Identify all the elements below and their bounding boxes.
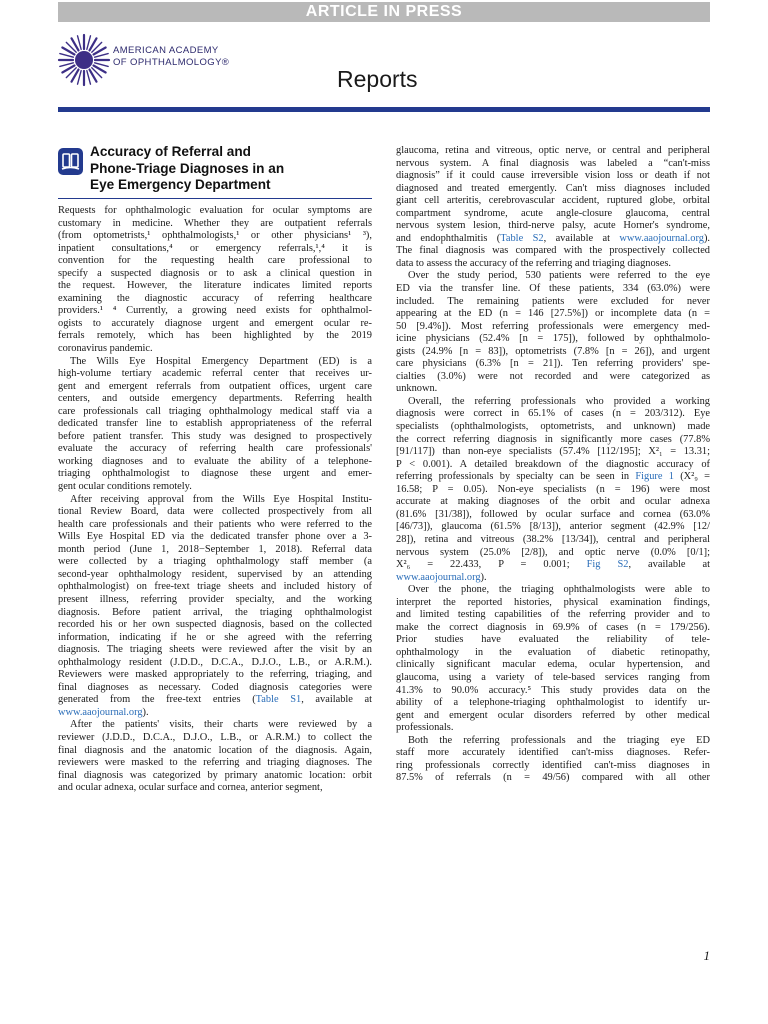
body-text-line: Prior studies have evaluated the reliability of tele-: [396, 634, 710, 646]
body-text-line: inpatient consultations,⁴ or emergency referrals,¹,⁴ it is: [58, 242, 372, 254]
body-text-line: giant cell arteritis, cerebrovascular accident, ruptured globe, orbital: [396, 195, 710, 207]
body-text-line: diagnosis” if it could cause irreversible vision loss or death if not: [396, 170, 710, 182]
organization-name: [113, 45, 229, 69]
body-text-line: final diagnosis was categorized by primary anatomic location: orbit: [58, 769, 372, 781]
body-text-line: recorded his or her own suspected diagnosis, based on the collected: [58, 619, 372, 631]
body-text-line: compartment syndrome, acute angle-closure glaucoma, central: [396, 207, 710, 219]
body-text-line: the correct referring diagnosis in significantly more cases (77.8%: [396, 433, 710, 445]
body-text-line: ophthalmology in the evaluation of diabetic retinopathy,: [396, 646, 710, 658]
article-in-press-banner: ARTICLE IN PRESS: [58, 2, 710, 22]
body-text-line: care professionals call triaging ophthalmology medical staff via a: [58, 405, 372, 417]
body-text-line: 16.58; P = 0.05). Non-eye specialists (n = 196) were most: [396, 483, 710, 495]
section-heading: Reports: [337, 66, 418, 92]
logo-ray: [95, 54, 109, 58]
body-text-line: After receiving approval from the Wills Eye Hospital Institu-: [70, 493, 372, 505]
body-text-line: staff more accurately identified can't-miss diagnoses. Refer-: [396, 747, 710, 759]
body-text-line: information, indicating if he or she agreed with the referring: [58, 631, 372, 643]
body-text-line: convention for the requesting health care professional to: [58, 255, 372, 267]
body-text-line: specialists (ophthalmologists, optometrists, and unknown) made: [396, 421, 710, 433]
title-line-1: Accuracy of Referral and: [90, 144, 251, 159]
body-text-line: glaucoma, using a variety of tele-based services ranging from: [396, 671, 710, 683]
body-text-line: ability of a telephone-triaging ophthalmologist to identify ur-: [396, 697, 710, 709]
title-rule: [58, 198, 372, 199]
body-text-line: Both the referring professionals and the triaging eye ED: [408, 734, 710, 746]
body-text-line: evaluate the accuracy of referring health care professionals': [58, 443, 372, 455]
body-text-line: diagnosis were correct in 65.1% of cases (n = 203/312). Eye: [396, 408, 710, 420]
logo-ray: [87, 36, 91, 50]
body-text-line: final diagnoses as necessary. Coded diagnosis categories were: [58, 681, 372, 693]
body-text-line: Requests for ophthalmologic evaluation for ocular symptoms are: [58, 205, 372, 216]
body-text-line: clinically significant macular edema, ocular hypertension, and: [396, 659, 710, 671]
body-text-line: ophthalmology resident (J.D.D., D.C.A., D.J.O., L.B., or A.R.M.).: [58, 656, 372, 668]
body-text-line: dedicated transfer line to establish appropriateness of the referral: [58, 418, 372, 430]
body-text-line: 87.5% of referrals (n = 49/56) compared with all other: [396, 772, 710, 784]
left-column: [58, 205, 372, 795]
body-text-line: reviewers were masked to the referring and triaging diagnoses. The: [58, 757, 372, 769]
body-text-line: care physicians (6.3% [n = 21]). Ten referring providers' spe-: [396, 358, 710, 370]
body-text-line: specify a suspected diagnosis or to ask a clinical question in: [58, 267, 372, 279]
title-line-3: Eye Emergency Department: [90, 177, 271, 192]
body-text-line: interpret the reported histories, physical examination findings,: [396, 596, 710, 608]
body-text-line: www.aaojournal.org).: [396, 571, 487, 583]
body-text-line: generated from the free-text entries (Table S1, available at: [58, 694, 373, 706]
body-text-line: centers, and outside emergency departments. Referring health: [58, 393, 372, 405]
body-text-line: gists (24.9% [n = 83]), optometrists (7.8% [n = 26]), and urgent: [396, 345, 710, 357]
header-rule: [58, 107, 710, 112]
body-text-line: The final diagnosis was compared with the prospectively collected: [396, 245, 710, 257]
body-text-line: ogists to accurately diagnose urgent and emergent ocular re-: [58, 317, 372, 329]
body-text-line: final diagnosis and the anatomic location of the diagnosis. Again,: [58, 744, 372, 756]
body-text-line: gent ocular conditions remotely.: [58, 481, 192, 493]
body-text-line: (from optometrists,¹ ophthalmologists,¹ or other physicians¹ ³),: [58, 230, 372, 242]
logo-ray: [78, 71, 82, 85]
body-text-line: accurate at making diagnoses of the orbit and ocular adnexa: [396, 496, 710, 508]
body-text-line: professionals.: [396, 722, 454, 734]
body-text-line: and endophthalmitis (Table S2, available at www.aaojournal.org).: [396, 232, 710, 244]
body-text-line: tional Review Board, data were collected prospectively from all: [58, 506, 372, 518]
body-text-line: Wills Eye Hospital ED via the dedicated transfer phone over a 3-: [58, 531, 372, 543]
body-text-line: health care professionals and their patients who were referred to the: [58, 518, 372, 530]
body-text-line: included. The remaining patients were excluded for never: [396, 295, 710, 307]
body-text-line: triaging ophthalmologist to diagnose these urgent and emer-: [58, 468, 372, 480]
body-text-line: ophthalmologist) on free-text triage sheets and included history of: [58, 581, 372, 593]
body-text-line: diagnosed and treated emergently. Can't miss diagnoses included: [396, 182, 710, 194]
org-line-1: AMERICAN ACADEMY: [113, 45, 219, 56]
body-text-line: The Wills Eye Hospital Emergency Department (ED) is a: [70, 355, 372, 367]
logo-ray: [87, 71, 91, 85]
logo-ray: [95, 63, 109, 67]
body-text-line: ring professionals correctly identified can't-miss diagnoses in: [396, 759, 710, 771]
body-text-line: (81.6% [31/38]), followed by ocular surface and cornea (63.0%: [396, 508, 710, 520]
body-text-line: unknown.: [396, 383, 438, 395]
body-text-line: [46/73]), glaucoma (61.5% [8/13]), anterior segment (42.9% [12/: [396, 521, 710, 533]
body-text-line: coronavirus pandemic.: [58, 343, 153, 355]
body-text-line: diagnosis. The triaging sheets were reviewed after the visit by an: [58, 644, 372, 656]
body-text-line: nervous system. A final diagnosis was labeled a “can't-miss: [396, 157, 710, 169]
body-text-line: 50 [9.4%]). Most referring professionals were emergency med-: [396, 320, 710, 332]
body-text-line: appearing at the ED (n = 146 [27.5%]) or incomplete data (n =: [396, 308, 710, 320]
body-text-line: 41.3% to 90.0% accuracy.⁵ This study provides data on the: [396, 684, 710, 696]
aao-logo-icon: [57, 33, 111, 87]
body-text-line: before patient transfer. This study was designed to prospectively: [58, 430, 372, 442]
org-line-2: OF OPHTHALMOLOGY®: [113, 57, 230, 68]
body-text-line: nervous system (25.0% [2/8]), and optic nerve (0.0% [0/1];: [396, 546, 710, 558]
body-text-line: make the correct diagnosis in 69.9% of cases (n = 179/256).: [396, 621, 710, 633]
logo-ray: [60, 54, 74, 58]
body-text-line: Reviewers were masked appropriately to the referring, triaging, and: [58, 669, 372, 681]
title-line-2: Phone-Triage Diagnoses in an: [90, 160, 285, 176]
body-text-line: 28]), retina and vitreous (38.2% [13/34]), central and peripheral: [396, 533, 710, 545]
logo-ray: [60, 63, 74, 67]
body-text-line: [91/117]) than non-eye specialists (57.4% [112/195]; X²₁ = 13.31;: [396, 446, 710, 458]
right-column: [396, 145, 710, 785]
body-text-line: referring professionals by specialty can be seen in Figure 1 (X²₉ =: [396, 471, 711, 483]
body-text-line: high-volume tertiary academic referral center that receives ur-: [58, 368, 372, 380]
body-text-line: and limited testing capabilities of the referring provider and to: [396, 609, 710, 621]
body-text-line: gent and emergent referrals from outpatient offices, urgent care: [58, 380, 372, 392]
body-text-line: customary in medicine. Whether they are outpatient referrals: [58, 217, 372, 229]
body-text-line: icine physicians (52.4% [n = 175]), followed by ophthalmolo-: [396, 333, 710, 345]
body-text-line: were collected by a triaging ophthalmology staff member (a: [58, 556, 372, 568]
body-text-line: reviewer (J.D.D., D.C.A., D.J.O., L.B., or A.R.M.) to collect the: [58, 731, 372, 743]
body-text-line: Over the study period, 530 patients were referred to the eye: [408, 270, 710, 282]
body-text-line: After the patients' visits, their charts were reviewed by a: [70, 719, 372, 731]
page-number: 1: [703, 948, 710, 963]
article-title: [90, 144, 350, 194]
body-text-line: second-year ophthalmology resident, supervised by an attending: [58, 568, 372, 580]
body-text-line: nervous system lesion, third-nerve palsy, acute Horner's syndrome,: [396, 220, 710, 232]
body-text-line: P < 0.001). A detailed breakdown of the diagnostic accuracy of: [396, 458, 710, 470]
body-text-line: gent and emergent ocular disorders referred by other medical: [396, 709, 710, 721]
body-text-line: Over the phone, the triaging ophthalmologists were able to: [408, 584, 710, 596]
body-text-line: X²₆ = 22.433, P = 0.001; Fig S2, available at: [396, 559, 710, 571]
logo-ray: [78, 36, 82, 50]
body-text-line: month period (June 1, 2018−September 1, 2018). Referral data: [58, 543, 372, 555]
body-text-line: examining the diagnostic accuracy of referring healthcare: [58, 292, 372, 304]
body-text-line: ED via the transfer line. Of these patients, 334 (63.0%) were: [396, 283, 710, 295]
body-text-line: the request. However, the literature indicates limited reports: [58, 280, 372, 292]
body-text-line: working diagnoses and to evaluate the ability of a telephone-: [58, 455, 372, 467]
body-text-line: glaucoma, retina and vitreous, optic nerve, or central and peripheral: [396, 145, 710, 156]
body-text-line: present illness, referring provider specialty, and the working: [58, 593, 372, 605]
body-text-line: www.aaojournal.org).: [58, 706, 149, 718]
body-text-line: ferrals remotely, which has been highlighted by the 2019: [58, 330, 372, 342]
body-text-line: cialties (3.0%) were not recorded and were categorized as: [396, 370, 710, 382]
body-text-line: data to assess the accuracy of the referring and triaging diagnoses.: [396, 257, 671, 269]
body-text-line: and ocular adnexa, ocular surface and cornea, anterior segment,: [58, 782, 323, 794]
open-book-icon: [58, 148, 83, 175]
body-text-line: providers.¹ ⁴ Currently, a growing need exists for ophthalmol-: [58, 305, 372, 317]
body-text-line: diagnosis. Before patient arrival, the triaging ophthalmologist: [58, 606, 372, 618]
body-text-line: Overall, the referring professionals who provided a working: [408, 395, 710, 407]
